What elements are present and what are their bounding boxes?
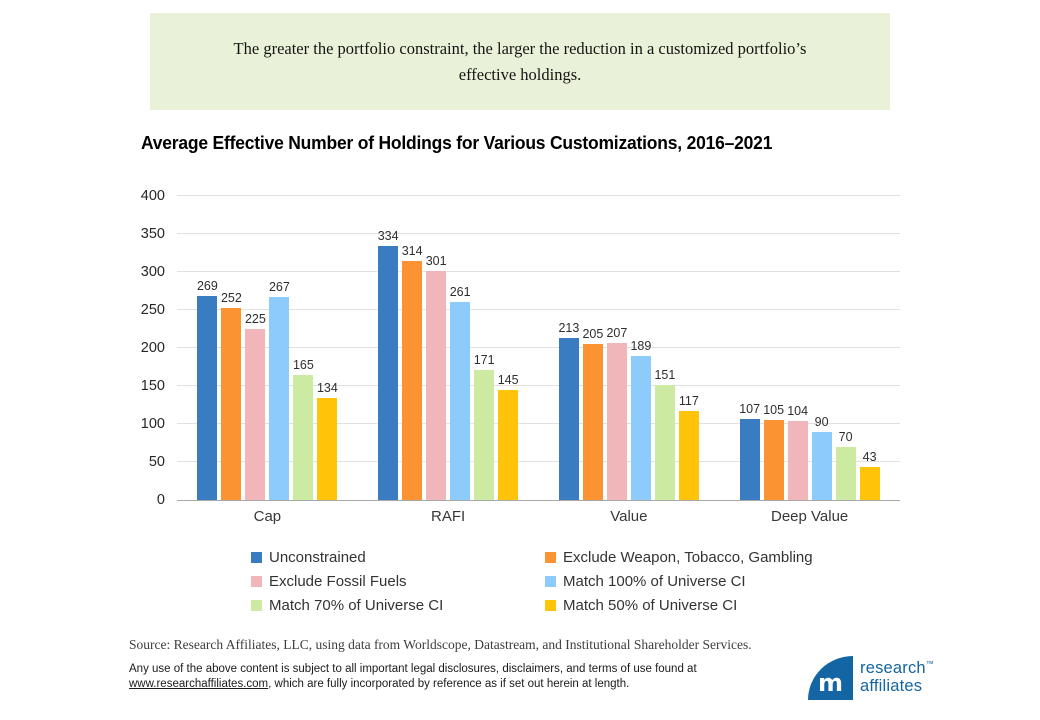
bar [473, 353, 495, 500]
bar [316, 381, 338, 500]
ra-logo-mark-icon [808, 656, 853, 700]
ra-logo-line2: affiliates [860, 677, 923, 695]
legend-label: Unconstrained [269, 548, 366, 566]
bar-value-label: 261 [449, 284, 471, 299]
y-tick-label: 150 [140, 378, 165, 394]
bar-value-label: 171 [473, 353, 495, 368]
bar-value-label: 207 [606, 325, 628, 340]
legend-swatch-icon [545, 552, 556, 563]
legend-label: Match 70% of Universe CI [269, 596, 444, 614]
bar [630, 339, 652, 500]
bar-value-label: 165 [292, 357, 314, 372]
legend-swatch-icon [545, 576, 556, 587]
ra-logo-line1: research [860, 659, 926, 678]
bar-value-label: 105 [763, 403, 785, 418]
bar [606, 325, 628, 500]
y-tick-label: 350 [140, 226, 165, 242]
y-tick-label: 400 [140, 188, 165, 204]
bar [244, 312, 266, 500]
bar-value-label: 267 [268, 280, 290, 295]
bar [678, 394, 699, 500]
bar [836, 429, 856, 500]
bar-value-label: 107 [739, 401, 761, 416]
y-tick-label: 0 [156, 492, 165, 508]
chart-legend [251, 548, 813, 614]
legend-swatch-icon [545, 600, 556, 611]
bar [401, 244, 423, 500]
bar-value-label: 205 [582, 327, 604, 342]
research-affiliates-logo [808, 656, 934, 700]
bar [739, 401, 761, 500]
legend-item [251, 548, 545, 566]
source-note: Source: Research Affiliates, LLC, using data from Worldscope, Datastream, and Institutional Shareholder Services. [129, 637, 752, 652]
bar [558, 321, 580, 500]
bar [425, 254, 447, 500]
bar [654, 368, 676, 500]
ra-logo-text [860, 660, 934, 696]
legend-label: Exclude Fossil Fuels [269, 572, 407, 590]
bar [196, 278, 218, 500]
legal-link[interactable]: www.researchaffiliates.com [129, 677, 269, 690]
bar [268, 280, 290, 500]
bar [497, 372, 519, 500]
bar-value-label: 70 [838, 429, 853, 444]
x-category-label: Deep Value [770, 508, 849, 525]
bar-value-label: 43 [862, 450, 877, 465]
bar-groups [177, 196, 900, 500]
trademark-symbol: ™ [925, 659, 934, 669]
bar [449, 284, 471, 500]
bar [812, 414, 832, 500]
bar [582, 327, 604, 500]
legend-label: Match 100% of Universe CI [563, 572, 746, 590]
bar [787, 403, 809, 500]
legend-swatch-icon [251, 600, 262, 611]
legend-item [545, 572, 813, 590]
bar-value-label: 252 [220, 291, 242, 306]
bar-value-label: 269 [196, 278, 218, 293]
plot-area [177, 196, 900, 501]
legend-label: Exclude Weapon, Tobacco, Gambling [563, 548, 813, 566]
legal-disclaimer [129, 662, 719, 692]
chart-title: Average Effective Number of Holdings for Various Customizations, 2016–2021 [141, 133, 773, 153]
legal-text-after: , which are fully incorporated by reference as if set out herein at length. [268, 677, 630, 690]
bar-value-label: 104 [787, 403, 809, 418]
bar-value-label: 213 [558, 321, 580, 336]
bar [292, 357, 314, 500]
bar-value-label: 134 [316, 381, 338, 396]
legend-swatch-icon [251, 552, 262, 563]
x-category-label: Cap [253, 508, 282, 525]
legend-label: Match 50% of Universe CI [563, 596, 738, 614]
bar-value-label: 90 [814, 414, 829, 429]
x-category-label: Value [610, 508, 648, 525]
bar-group [719, 196, 900, 500]
bar [220, 291, 242, 500]
y-tick-label: 100 [140, 416, 165, 432]
bar [763, 403, 785, 500]
bar-value-label: 225 [244, 312, 266, 326]
bar-value-label: 117 [678, 394, 699, 409]
x-category-label: RAFI [431, 508, 466, 525]
y-tick-label: 300 [140, 264, 165, 280]
bar-value-label: 145 [497, 372, 519, 387]
bar [377, 229, 399, 500]
y-tick-label: 50 [148, 454, 165, 470]
bar-chart [140, 180, 915, 540]
y-tick-label: 200 [140, 340, 165, 356]
x-axis [177, 508, 900, 525]
legal-text-before: Any use of the above content is subject to all important legal disclosures, disclaimers, and terms of use found at [129, 663, 697, 675]
bar-value-label: 151 [654, 368, 676, 383]
bar-value-label: 314 [401, 244, 423, 259]
bar [860, 450, 880, 500]
bar-group [358, 196, 539, 500]
legend-item [251, 596, 545, 614]
bar-value-label: 189 [630, 339, 652, 354]
y-tick-label: 250 [140, 302, 165, 318]
ra-monogram: m [817, 669, 844, 697]
bar-value-label: 301 [425, 254, 447, 269]
y-axis [140, 188, 167, 508]
bar-value-label: 334 [377, 229, 399, 244]
bar-group [177, 196, 358, 500]
legend-item [545, 596, 813, 614]
legend-swatch-icon [251, 576, 262, 587]
callout-banner [150, 13, 890, 110]
bar-group [539, 196, 720, 500]
legend-item [545, 548, 813, 566]
banner-text: The greater the portfolio constraint, the larger the reduction in a customized portfolio’s effective holdings. [233, 38, 807, 84]
legend-item [251, 572, 545, 590]
